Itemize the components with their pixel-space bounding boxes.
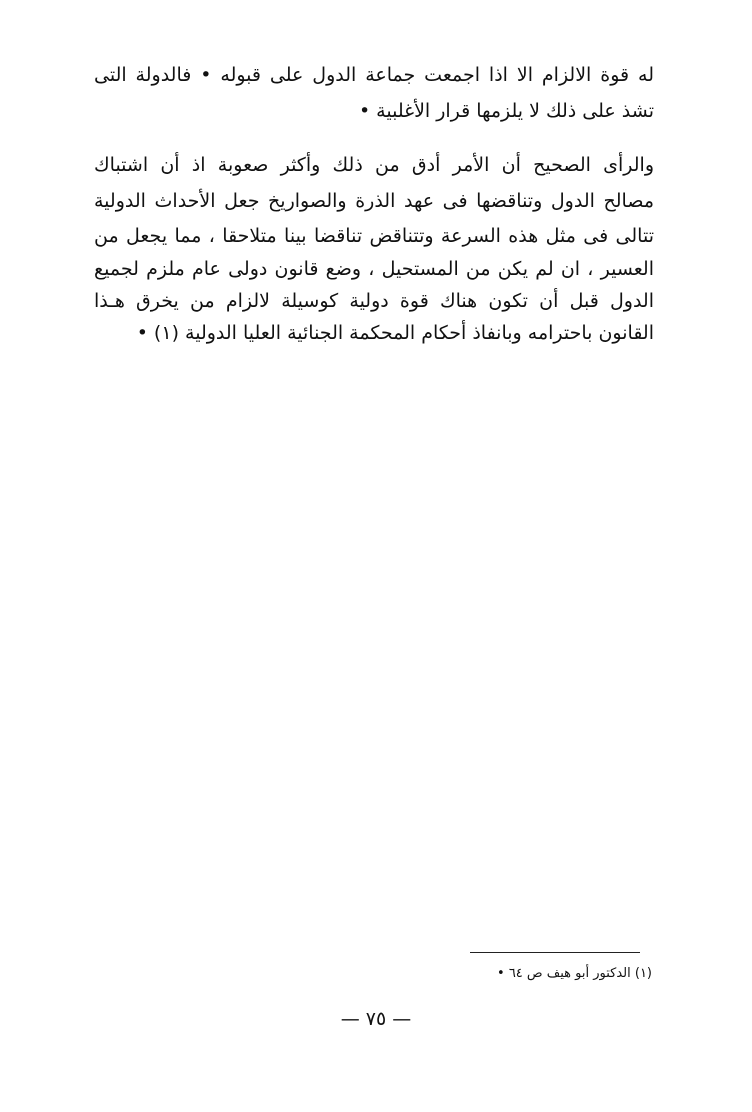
paragraph-2-line-3: تتالى فى مثل هذه السرعة وتتناقض تناقضا بينا متلاحقا ، مما يجعل من xyxy=(94,225,654,247)
paragraph-2-line-6: القانون باحترامه وبانفاذ أحكام المحكمة الجنائية العليا الدولية (١) • xyxy=(136,322,654,344)
paragraph-2-line-2: مصالح الدول وتناقضها فى عهد الذرة والصواريخ جعل الأحداث الدولية xyxy=(94,190,654,212)
paragraph-2-line-1: والرأى الصحيح أن الأمر أدق من ذلك وأكثر صعوبة اذ أن اشتباك xyxy=(94,154,654,176)
footnote-separator xyxy=(470,952,640,953)
footnote: (١) الدكتور أبو هيف ص ٦٤ • xyxy=(497,966,652,981)
paragraph-2-line-5: الدول قبل أن تكون هناك قوة دولية كوسيلة لالزام من يخرق هـذا xyxy=(94,290,654,312)
paragraph-1-line-1: له قوة الالزام الا اذا اجمعت جماعة الدول على قبوله • فالدولة التى xyxy=(94,64,654,86)
page-number: — ٧٥ — xyxy=(340,1008,412,1030)
paragraph-1-line-2: تشذ على ذلك لا يلزمها قرار الأغلبية • xyxy=(358,100,654,122)
paragraph-2-line-4: العسير ، ان لم يكن من المستحيل ، وضع قانون دولى عام ملزم لجميع xyxy=(94,258,654,280)
